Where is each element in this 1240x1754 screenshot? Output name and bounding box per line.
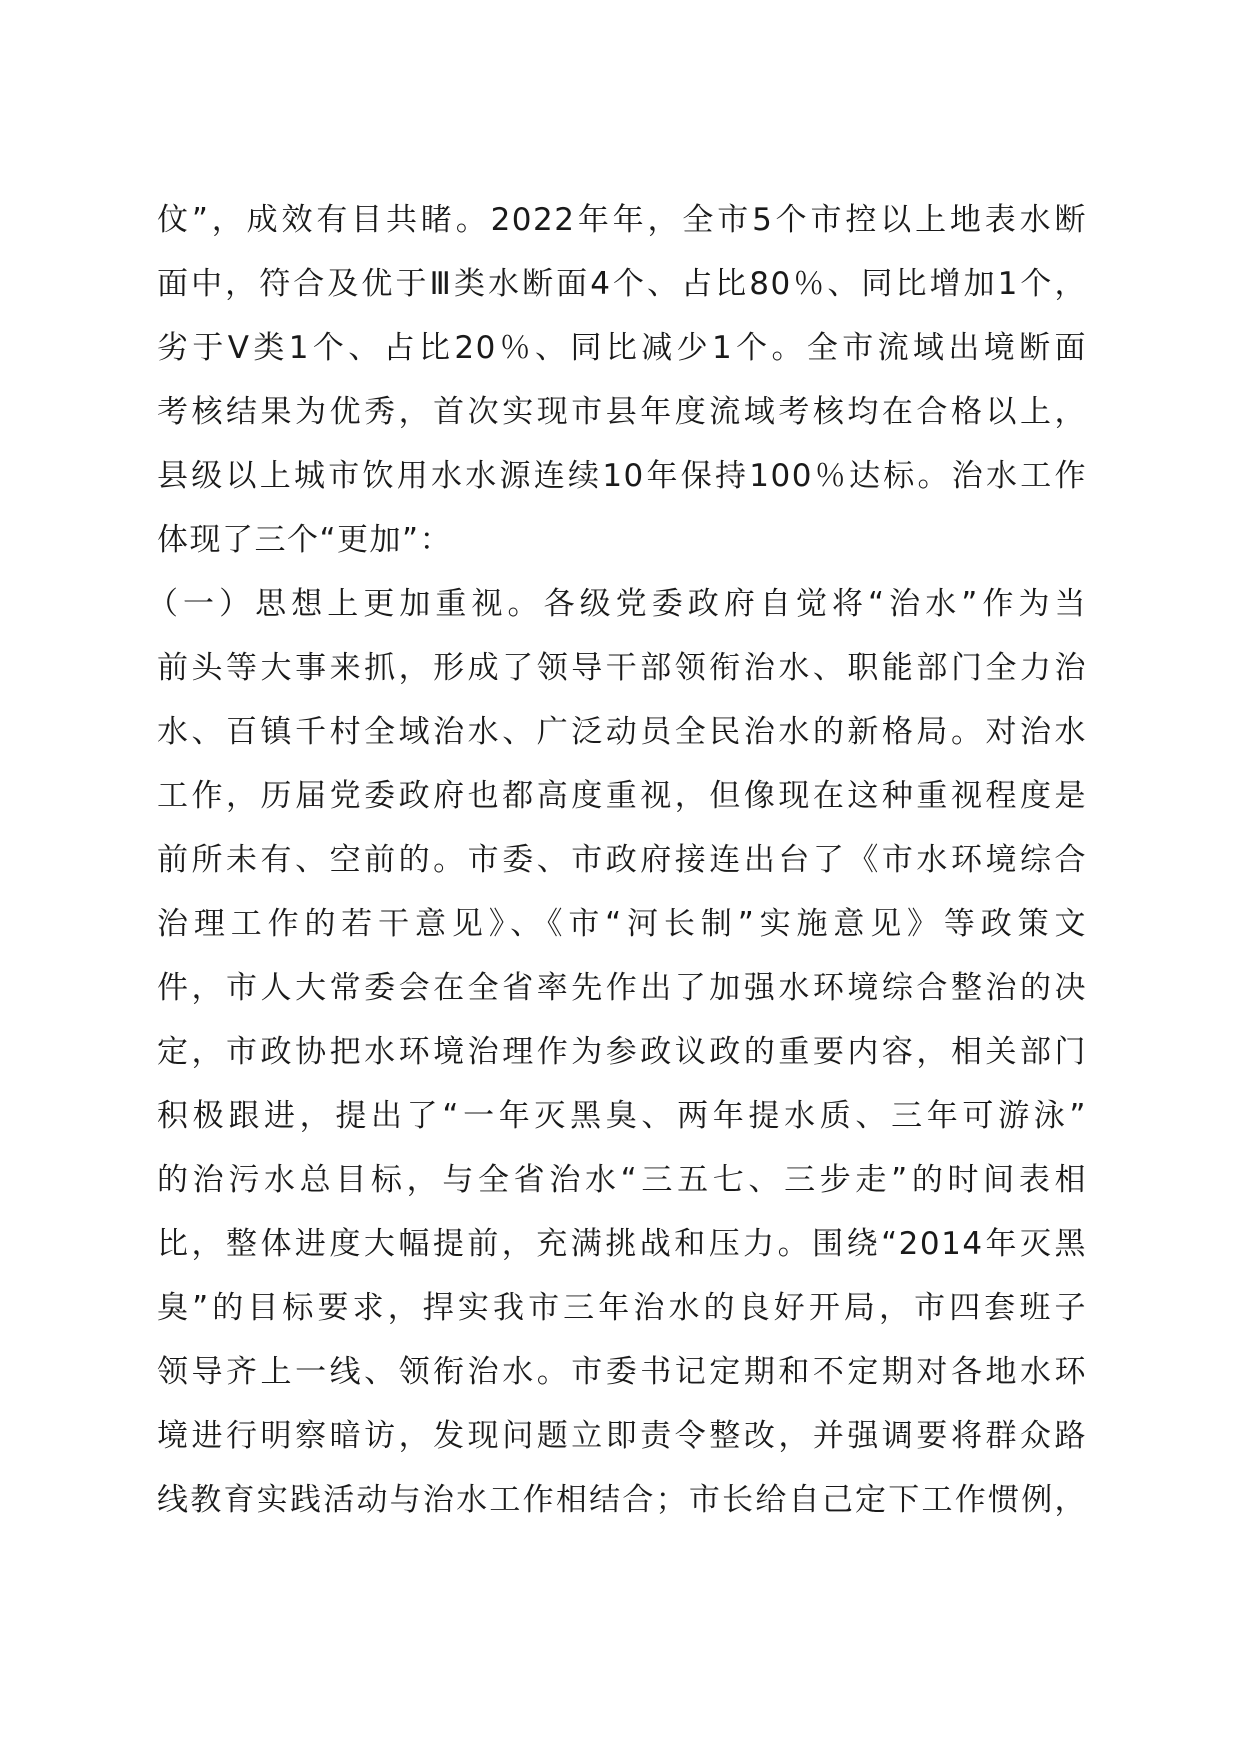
- text-line-20: 境进行明察暗访，发现问题立即责令整改，并强调要将群众路: [157, 1418, 1087, 1454]
- text-line-8: 前头等大事来抓，形成了领导干部领衔治水、职能部门全力治: [157, 650, 1087, 686]
- body-text: [147, 188, 1087, 1532]
- text-line-18: 臭”的目标要求，捍实我市三年治水的良好开局，市四套班子: [157, 1290, 1087, 1326]
- section-heading-line: （一）思想上更加重视。各级党委政府自觉将“治水”作为当: [147, 586, 1087, 622]
- text-line-6: 体现了三个“更加”：: [157, 522, 453, 558]
- text-line-14: 定，市政协把水环境治理作为参政议政的重要内容，相关部门: [157, 1034, 1087, 1070]
- text-line-11: 前所未有、空前的。市委、市政府接连出台了《市水环境综合: [157, 842, 1087, 878]
- text-line-9: 水、百镇千村全域治水、广泛动员全民治水的新格局。对治水: [157, 714, 1087, 750]
- text-line-13: 件，市人大常委会在全省率先作出了加强水环境综合整治的决: [157, 970, 1087, 1006]
- text-line-2: 面中，符合及优于Ⅲ类水断面4个、占比80％、同比增加1个，: [157, 266, 1087, 302]
- text-line-21: 线教育实践活动与治水工作相结合；市长给自己定下工作惯例，: [157, 1482, 1087, 1518]
- text-line-5: 县级以上城市饮用水水源连续10年保持100％达标。治水工作: [157, 458, 1087, 494]
- text-line-12: 治理工作的若干意见》、《市“河长制”实施意见》等政策文: [157, 906, 1087, 942]
- text-line-17: 比，整体进度大幅提前，充满挑战和压力。围绕“2014年灭黑: [157, 1226, 1087, 1262]
- text-line-10: 工作，历届党委政府也都高度重视，但像现在这种重视程度是: [157, 778, 1087, 814]
- text-line-1: 伩”，成效有目共睹。2022年年，全市5个市控以上地表水断: [157, 202, 1087, 238]
- text-line-15: 积极跟进，提出了“一年灭黑臭、两年提水质、三年可游泳”: [157, 1098, 1087, 1134]
- text-line-4: 考核结果为优秀，首次实现市县年度流域考核均在合格以上，: [157, 394, 1087, 430]
- text-line-16: 的治污水总目标，与全省治水“三五七、三步走”的时间表相: [157, 1162, 1087, 1198]
- text-line-3: 劣于Ⅴ类1个、占比20％、同比减少1个。全市流域出境断面: [157, 330, 1087, 366]
- text-line-19: 领导齐上一线、领衔治水。市委书记定期和不定期对各地水环: [157, 1354, 1087, 1390]
